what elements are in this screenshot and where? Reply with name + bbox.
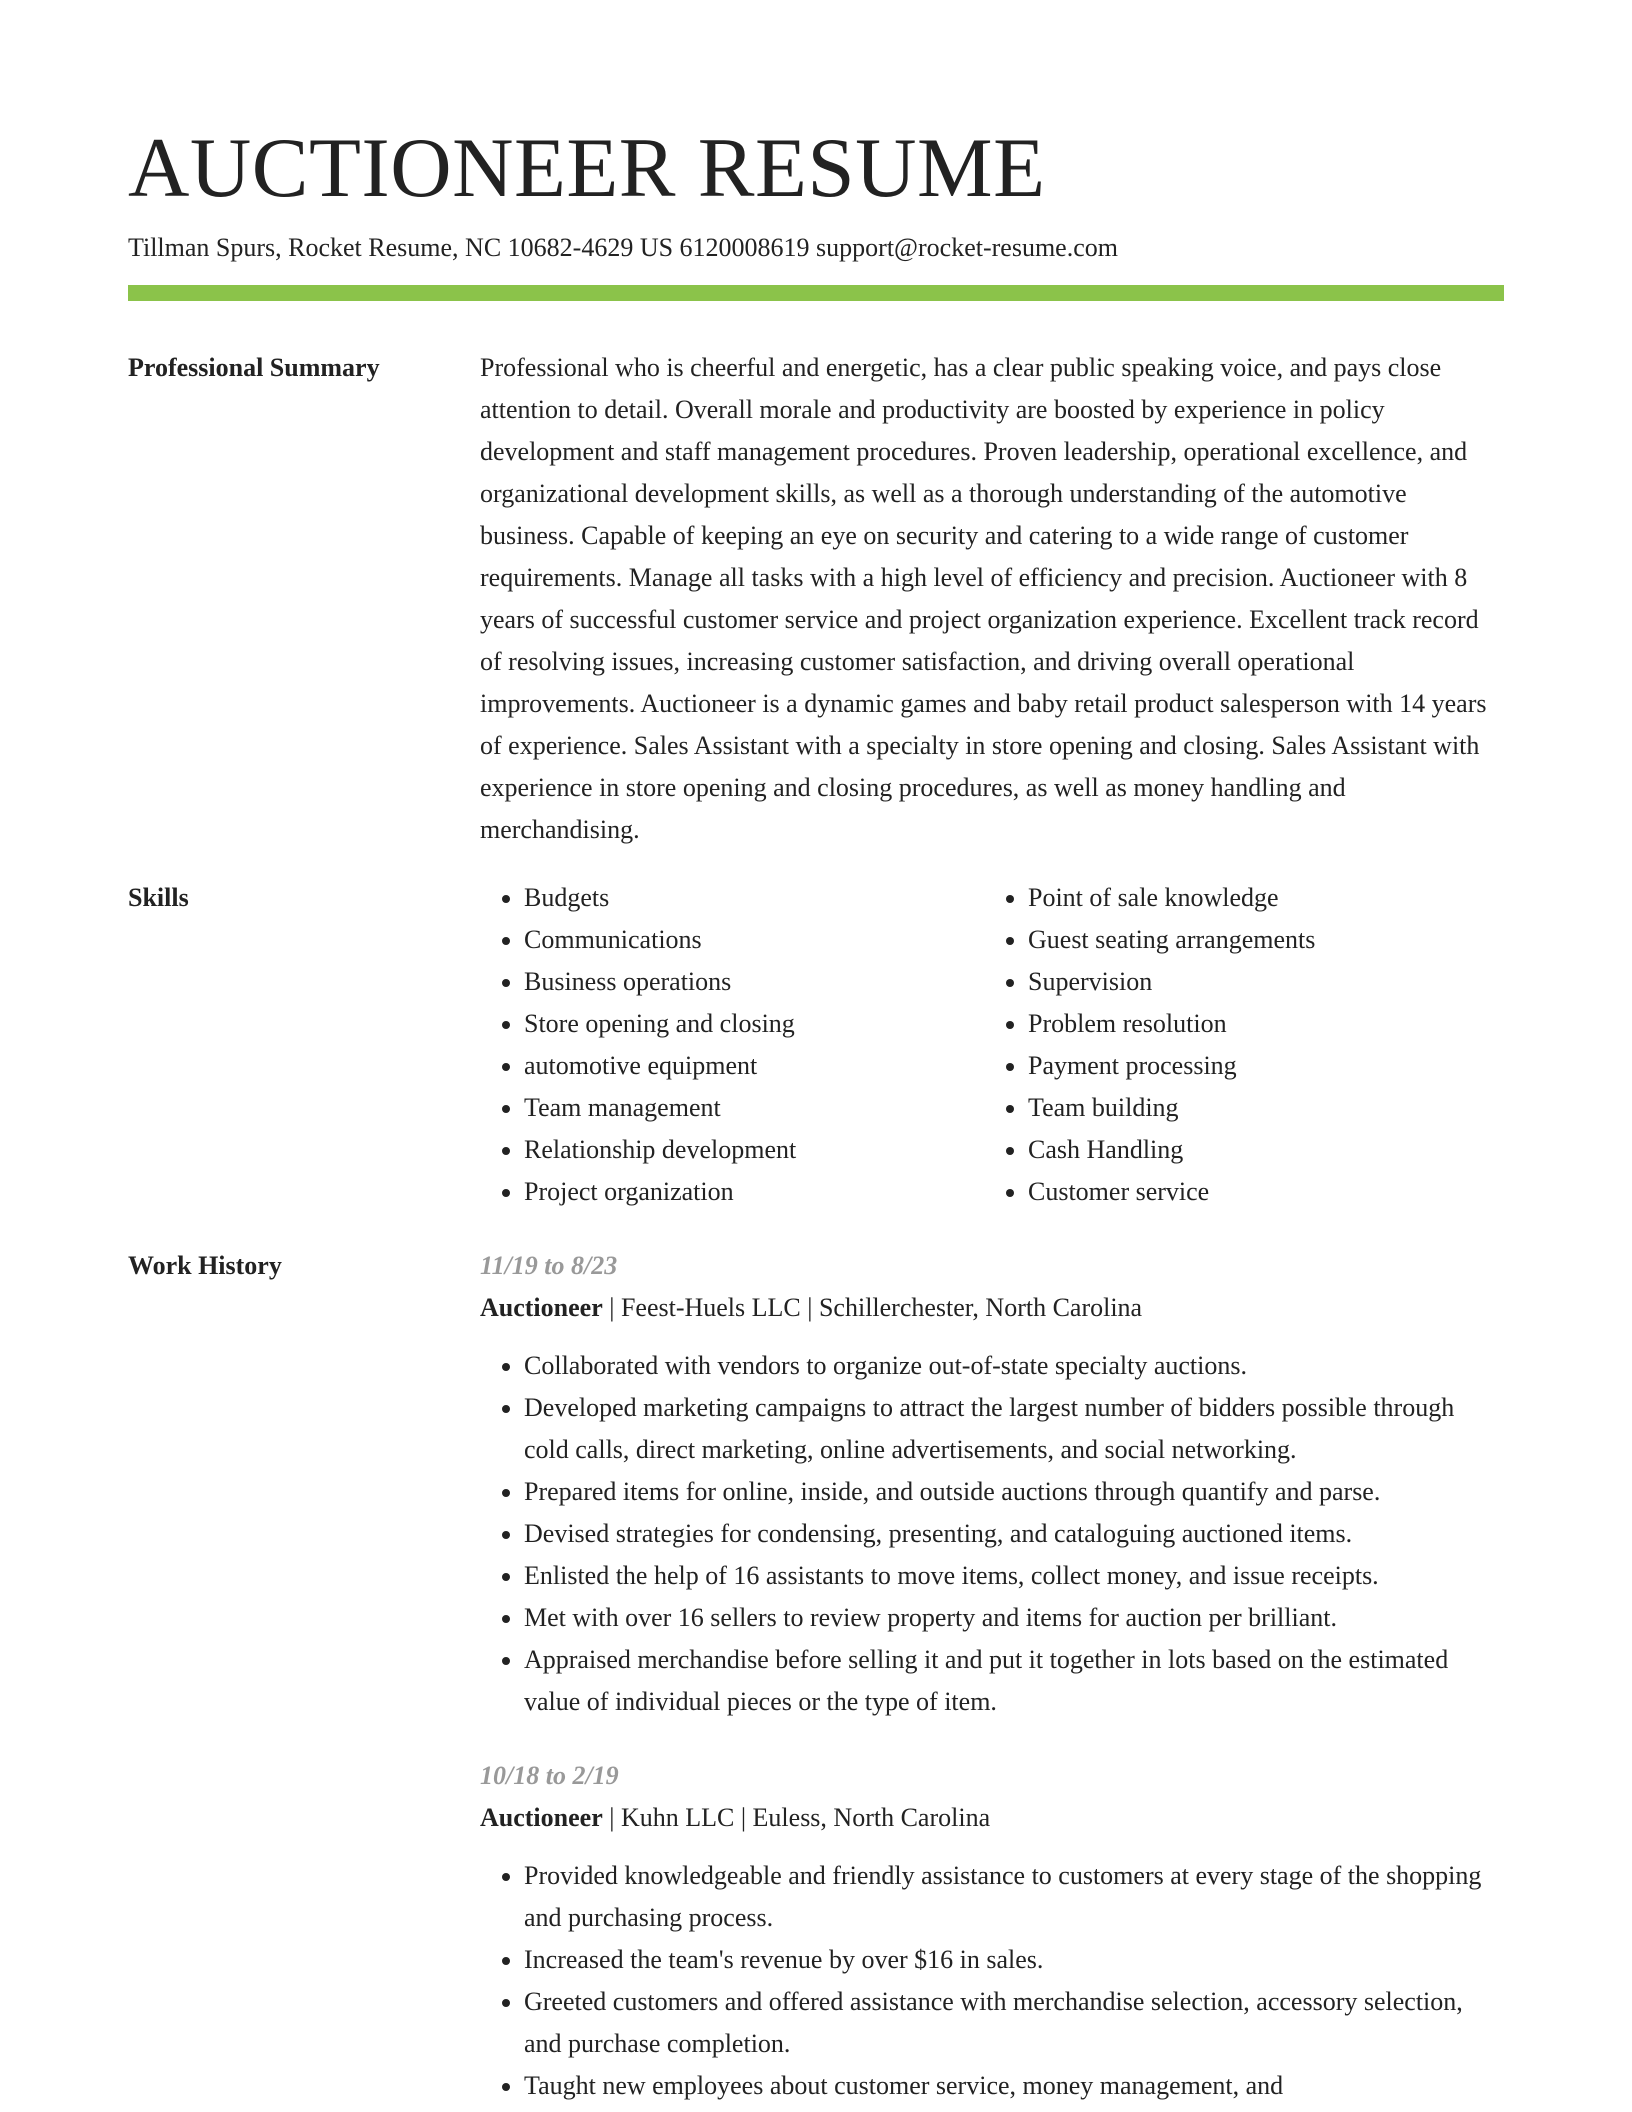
skill-item: • Store opening and closing [524, 1003, 1004, 1045]
skill-item: • Relationship development [524, 1129, 1004, 1171]
job-bullet: • Collaborated with vendors to organize out-of-state specialty auctions. [524, 1345, 1504, 1387]
summary-heading: Professional Summary [128, 353, 380, 382]
job-bullet: • Greeted customers and offered assistance with merchandise selection, accessory selection, and purchase completion. [524, 1981, 1504, 2065]
job-bullet: • Increased the team's revenue by over $16 in sales. [524, 1939, 1504, 1981]
summary-body [480, 347, 1504, 851]
job-bullet: • Prepared items for online, inside, and outside auctions through quantify and parse. [524, 1471, 1504, 1513]
skill-item: • Supervision [1028, 961, 1508, 1003]
job-heading [480, 1797, 1504, 1839]
job-dates: 11/19 to 8/23 [480, 1251, 618, 1280]
skill-item: • Guest seating arrangements [1028, 919, 1508, 961]
job-entry [480, 1755, 1504, 2107]
job-title: Auctioneer [480, 1803, 603, 1832]
skill-item: • Project organization [524, 1171, 1004, 1213]
job-bullet: • Taught new employees about customer service, money management, and [524, 2065, 1504, 2107]
job-bullet-list [480, 1855, 1504, 2107]
job-bullet: • Met with over 16 sellers to review property and items for auction per brilliant. [524, 1597, 1504, 1639]
skill-item: • Point of sale knowledge [1028, 877, 1508, 919]
job-dates: 10/18 to 2/19 [480, 1761, 619, 1790]
skills-heading: Skills [128, 883, 189, 912]
skills-list-right [984, 877, 1508, 1213]
job-bullet: • Devised strategies for condensing, presenting, and cataloguing auctioned items. [524, 1513, 1504, 1555]
job-title: Auctioneer [480, 1293, 603, 1322]
job-bullet: • Enlisted the help of 16 assistants to move items, collect money, and issue receipts. [524, 1555, 1504, 1597]
job-bullet: • Appraised merchandise before selling it and put it together in lots based on the estimated value of individual pieces or the type of item. [524, 1639, 1504, 1723]
skill-item: • automotive equipment [524, 1045, 1004, 1087]
contact-line: Tillman Spurs, Rocket Resume, NC 10682-4629 US 6120008619 support@rocket-resume.com [128, 233, 1118, 262]
skills-list-left [480, 877, 1004, 1213]
skill-item: • Problem resolution [1028, 1003, 1508, 1045]
skill-item: • Communications [524, 919, 1004, 961]
skill-item: • Team building [1028, 1087, 1508, 1129]
job-entry [480, 1245, 1504, 1723]
summary-text: Professional who is cheerful and energetic, has a clear public speaking voice, and pays close attention to detail. Overall morale and productivity are boosted by experience in policy development and staff management procedures. Proven leadership, operational excellence, and organizational development skills, as well as a thorough understanding of the automotive business. Capable of keeping an eye on security and catering to a wide range of customer requirements. Manage all tasks with a high level of efficiency and precision. Auctioneer with 8 years of successful customer service and project organization experience. Excellent track record of resolving issues, increasing customer satisfaction, and driving overall operational improvements. Auctioneer is a dynamic games and baby retail product salesperson with 14 years of experience. Sales Assistant with a specialty in store opening and closing. Sales Assistant with experience in store opening and closing procedures, as well as money handling and merchandising. [480, 353, 1487, 844]
job-bullet-list [480, 1345, 1504, 1723]
job-bullet: • Developed marketing campaigns to attract the largest number of bidders possible through cold calls, direct marketing, online advertisements, and social networking. [524, 1387, 1504, 1471]
skill-item: • Business operations [524, 961, 1004, 1003]
resume-title: AUCTIONEER RESUME [128, 121, 1046, 215]
skill-item: • Customer service [1028, 1171, 1508, 1213]
job-details: | Kuhn LLC | Euless, North Carolina [602, 1803, 991, 1832]
skill-item: • Payment processing [1028, 1045, 1508, 1087]
job-heading [480, 1287, 1504, 1329]
job-details: | Feest-Huels LLC | Schillerchester, North Carolina [602, 1293, 1143, 1322]
skill-item: • Budgets [524, 877, 1004, 919]
skill-item: • Cash Handling [1028, 1129, 1508, 1171]
accent-divider [128, 285, 1504, 301]
skill-item: • Team management [524, 1087, 1004, 1129]
work-history-heading: Work History [128, 1251, 282, 1280]
job-bullet: • Provided knowledgeable and friendly assistance to customers at every stage of the shopping and purchasing process. [524, 1855, 1504, 1939]
